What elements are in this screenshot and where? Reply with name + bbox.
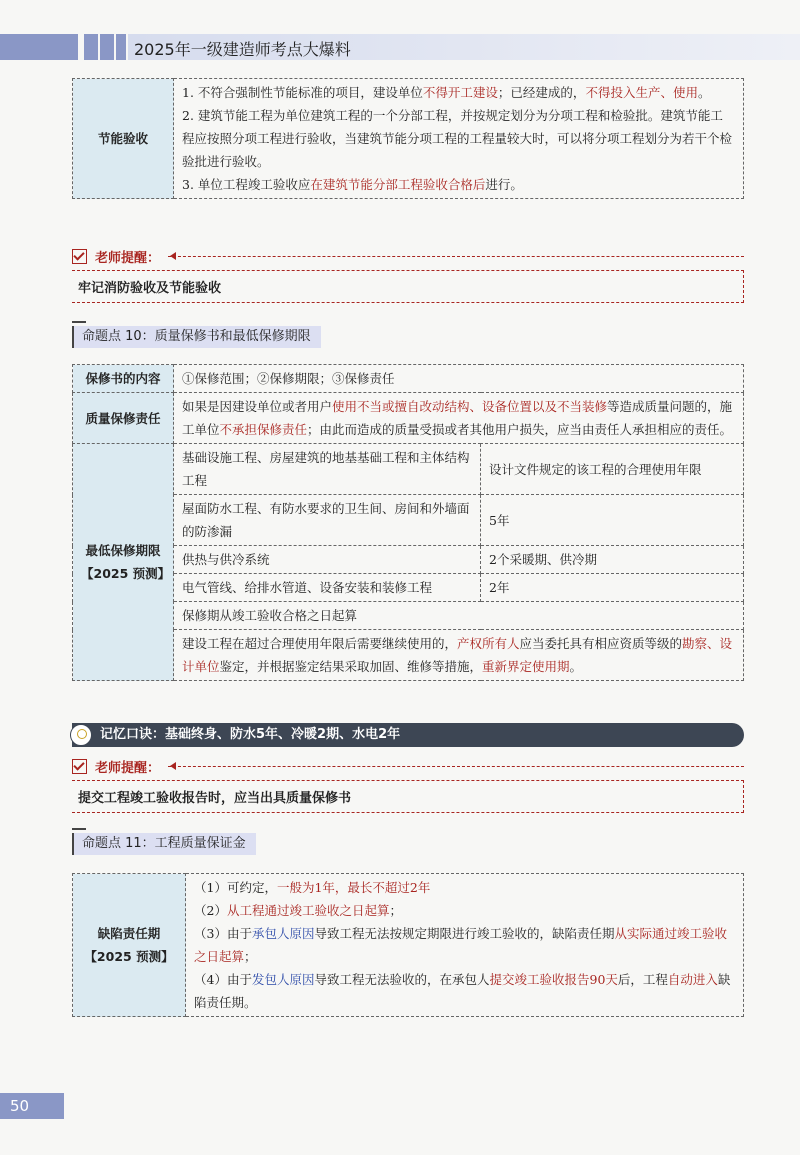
period-start: 保修期从竣工验收合格之日起算 (174, 602, 744, 630)
text: 应当委托具有相应资质等级的 (519, 636, 683, 651)
defect-item-3 (194, 922, 735, 968)
period-value: 5年 (481, 495, 744, 546)
highlight: 自动进入 (667, 972, 718, 987)
header-block (116, 34, 126, 60)
forecast-tag: 【2025 预测】 (84, 949, 174, 964)
warranty-duty-label: 质量保修责任 (73, 393, 174, 444)
energy-item-2: 2. 建筑节能工程为单位建筑工程的一个分部工程，并按规定划分为分项工程和检验批。建筑节能工程应按照分项工程进行验收，当建筑节能分项工程的工程量较大时，可以将分项工程划分为若干个检验批进行验收。 (182, 108, 733, 169)
highlight: 一般为1年，最长不超过2年 (276, 880, 431, 895)
highlight: 使用不当或擅自改动结构、设备位置以及不当装修 (332, 399, 608, 414)
highlight: 不承担保修责任 (219, 422, 308, 437)
text: 后，工程 (617, 972, 668, 987)
text: （4）由于 (194, 972, 252, 987)
period-item: 供热与供冷系统 (174, 546, 481, 574)
defect-item-2 (194, 899, 735, 922)
header-block (84, 34, 98, 60)
defect-label (73, 874, 186, 1017)
tip-text: 提交工程竣工验收报告时，应当出具质量保修书 (72, 780, 744, 813)
text: （2） (194, 903, 227, 918)
checkbox-icon (72, 759, 87, 774)
forecast-tag: 【2025 预测】 (81, 566, 171, 581)
warranty-content-label: 保修书的内容 (73, 365, 174, 393)
highlight: 从实际通过竣工验收之日起算 (194, 926, 727, 964)
header-title: 2025年一级建造师考点大爆料 (134, 40, 351, 59)
text: 导致工程无法按规定期限进行竣工验收的，缺陷责任期 (314, 926, 615, 941)
text: 3. 单位工程竣工验收应 (182, 177, 311, 192)
warranty-table (72, 364, 744, 681)
highlight-blue: 承包人原因 (251, 926, 315, 941)
header-block (100, 34, 114, 60)
highlight: 不得开工建设 (422, 85, 498, 100)
memory-banner (72, 723, 744, 747)
period-item: 电气管线、给排水管道、设备安装和装修工程 (174, 574, 481, 602)
defect-table (72, 873, 744, 1017)
text: 如果是因建设单位或者用户 (182, 399, 333, 414)
lightbulb-icon (70, 724, 92, 746)
period-value: 2个采暖期、供冷期 (481, 546, 744, 574)
tip-label: 老师提醒： (95, 251, 161, 266)
period-value: 2年 (481, 574, 744, 602)
highlight: 不得投入生产、使用 (585, 85, 698, 100)
period-extension (174, 630, 744, 681)
memory-text: 记忆口诀：基础终身、防水5年、冷暖2期、水电2年 (100, 727, 401, 742)
text: 。 (569, 659, 583, 674)
tip-header (72, 247, 744, 266)
min-period-label (73, 444, 174, 681)
text: 进行。 (485, 177, 523, 192)
text: ； (244, 949, 257, 964)
text: 等造成质量问题的，施工单位 (182, 399, 733, 437)
energy-item-3 (182, 173, 735, 196)
warranty-content: ①保修范围；②保修期限；③保修责任 (174, 365, 744, 393)
label-text: 最低保修期限 (85, 543, 161, 558)
text: 。 (697, 85, 711, 100)
label-text: 缺陷责任期 (97, 926, 161, 941)
section-title-10: 命题点 10：质量保修书和最低保修期限 (72, 326, 321, 348)
energy-content (174, 79, 744, 199)
warranty-duty-text (174, 393, 744, 444)
energy-label: 节能验收 (73, 79, 174, 199)
defect-item-1 (194, 876, 735, 899)
teacher-tip-1 (72, 247, 744, 303)
text: 建设工程在超过合理使用年限后需要继续使用的， (182, 636, 458, 651)
text: 缺陷责任期。 (194, 972, 731, 1010)
defect-content (186, 874, 744, 1017)
text: 1. 不符合强制性节能标准的项目，建设单位 (182, 85, 423, 100)
text: （1）可约定， (194, 880, 277, 895)
tip-header (72, 757, 744, 776)
header-color-bar (0, 34, 78, 60)
period-item: 基础设施工程、房屋建筑的地基基础工程和主体结构工程 (174, 444, 481, 495)
period-value: 设计文件规定的该工程的合理使用年限 (481, 444, 744, 495)
arrow-icon (168, 256, 744, 257)
highlight: 在建筑节能分部工程验收合格后 (310, 177, 486, 192)
highlight: 从工程通过竣工验收之日起算 (226, 903, 390, 918)
text: 导致工程无法验收的，在承包人 (314, 972, 490, 987)
page-number: 50 (0, 1093, 64, 1119)
text: 鉴定，并根据鉴定结果采取加固、维修等措施， (219, 659, 483, 674)
highlight: 重新界定使用期 (482, 659, 570, 674)
page-header (0, 34, 800, 60)
highlight: 提交竣工验收报告90天 (489, 972, 618, 987)
highlight: 勘察、设计单位 (182, 636, 733, 674)
period-item: 屋面防水工程、有防水要求的卫生间、房间和外墙面的防渗漏 (174, 495, 481, 546)
text: ； (389, 903, 402, 918)
teacher-tip-2 (72, 757, 744, 813)
energy-item-1 (182, 81, 735, 104)
tip-label: 老师提醒： (95, 761, 161, 776)
tip-text: 牢记消防验收及节能验收 (72, 270, 744, 303)
highlight: 产权所有人 (457, 636, 520, 651)
text: ；由此而造成的质量受损或者其他用户损失，应当由责任人承担相应的责任。 (307, 422, 733, 437)
highlight-blue: 发包人原因 (251, 972, 315, 987)
checkbox-icon (72, 249, 87, 264)
arrow-icon (168, 766, 744, 767)
energy-table (72, 78, 744, 199)
text: ；已经建成的， (497, 85, 586, 100)
defect-item-4 (194, 968, 735, 1014)
text: （3）由于 (194, 926, 252, 941)
section-title-11: 命题点 11：工程质量保证金 (72, 833, 256, 855)
